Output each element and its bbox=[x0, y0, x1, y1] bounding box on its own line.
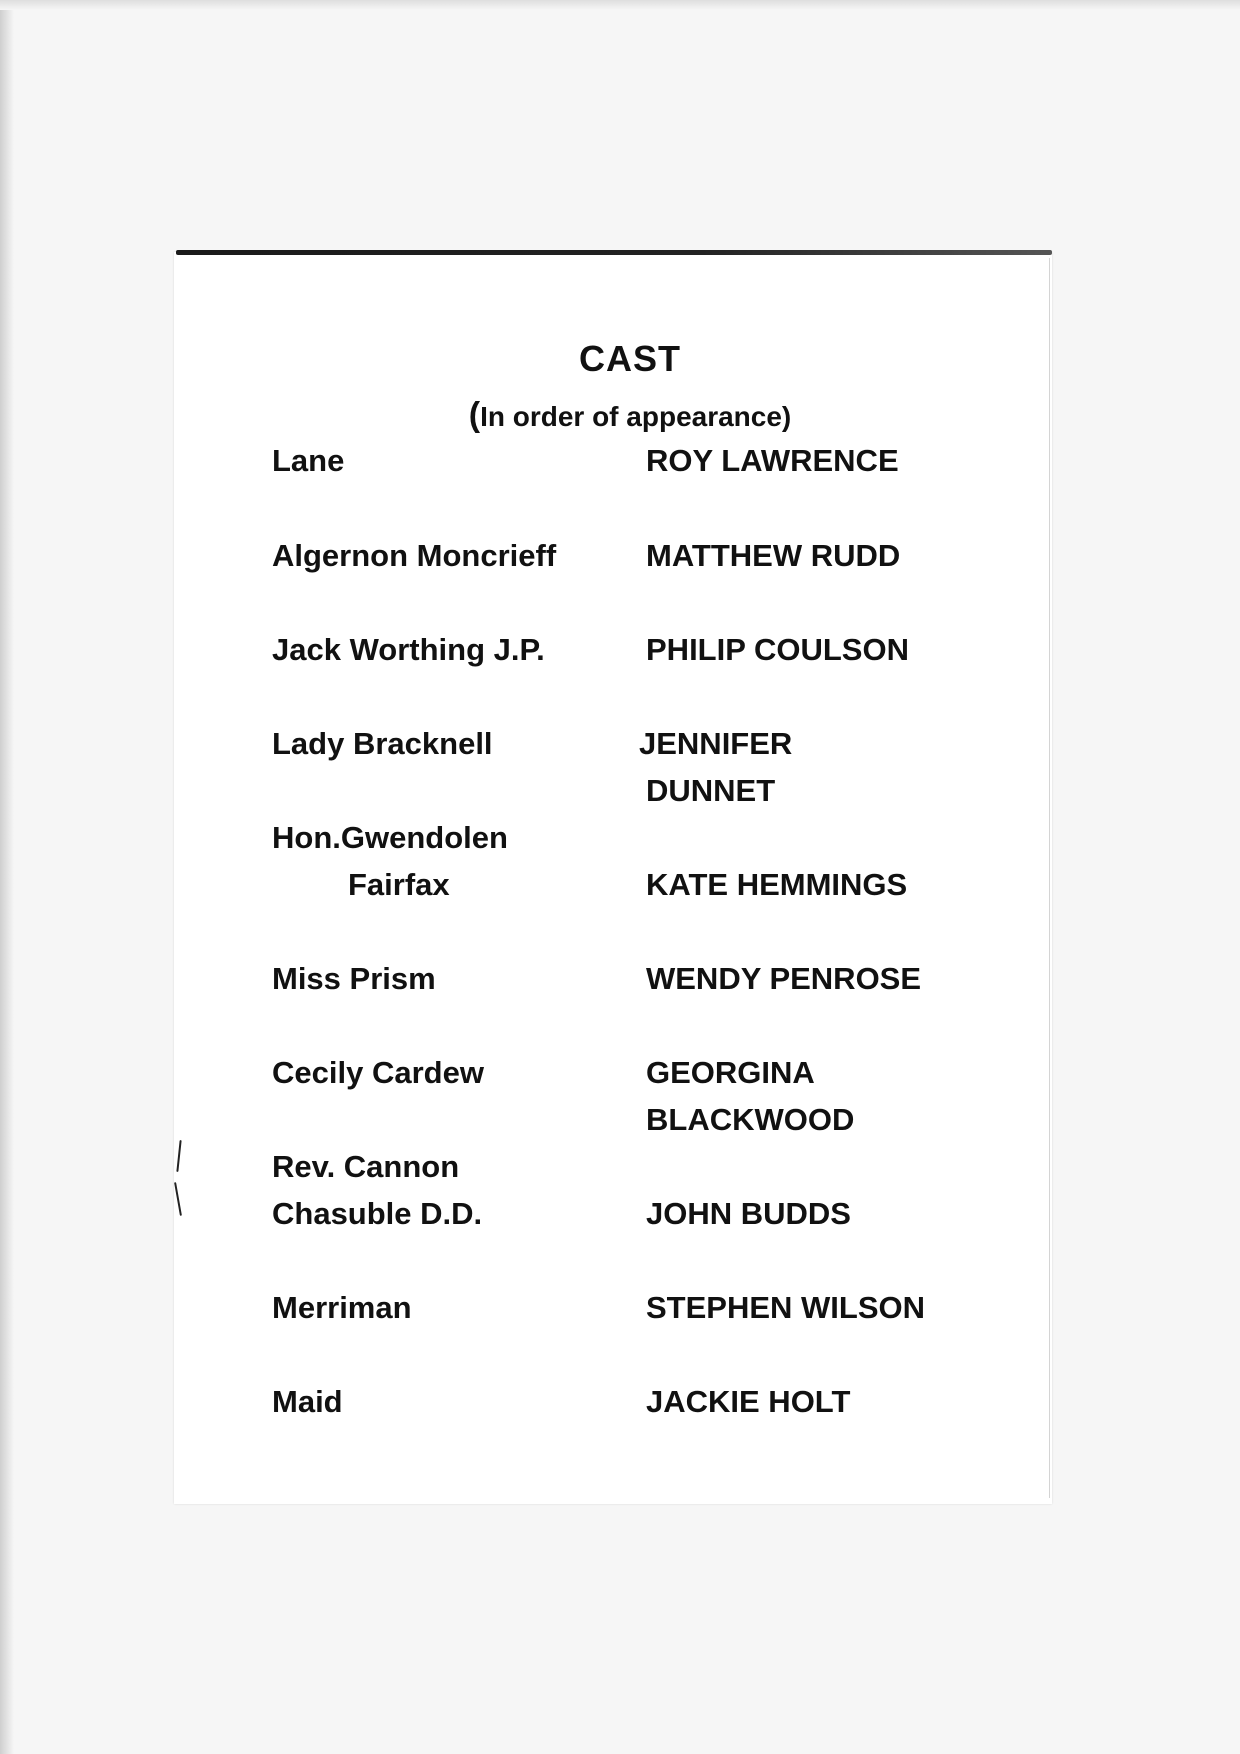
actor-line: JENNIFER bbox=[639, 726, 793, 761]
role-line: Lady Bracknell bbox=[272, 726, 493, 761]
role-line: Rev. Cannon bbox=[272, 1149, 460, 1184]
actor-line: DUNNET bbox=[646, 773, 776, 808]
role-line: Lane bbox=[272, 443, 345, 478]
cast-role bbox=[272, 1143, 482, 1237]
actor-line: GEORGINA bbox=[646, 1055, 815, 1090]
cast-role bbox=[272, 720, 493, 767]
page-right-edge bbox=[1049, 258, 1050, 1498]
cast-actor bbox=[646, 955, 921, 1002]
role-line: Merriman bbox=[272, 1290, 412, 1325]
page-title: CAST bbox=[579, 338, 681, 379]
cast-actor bbox=[646, 532, 900, 579]
cast-role bbox=[272, 532, 556, 579]
cast-actor bbox=[639, 720, 792, 814]
cast-role bbox=[272, 814, 508, 908]
cast-actor bbox=[646, 1284, 925, 1331]
role-line: Miss Prism bbox=[272, 961, 436, 996]
actor-line: STEPHEN WILSON bbox=[646, 1290, 926, 1325]
scan-left-shadow bbox=[0, 0, 14, 1754]
actor-line: ROY LAWRENCE bbox=[646, 443, 899, 478]
page-subtitle bbox=[0, 396, 1240, 435]
cast-actor bbox=[646, 861, 907, 908]
subtitle-open-paren: ( bbox=[468, 396, 481, 434]
cast-actor bbox=[646, 1190, 851, 1237]
actor-line: KATE HEMMINGS bbox=[646, 867, 908, 902]
cast-role bbox=[272, 1049, 484, 1096]
page-top-rule bbox=[176, 250, 1052, 255]
cast-actor bbox=[646, 1378, 850, 1425]
scan-top-shadow bbox=[0, 0, 1240, 10]
role-line: Algernon Moncrieff bbox=[272, 538, 557, 573]
cast-actor bbox=[646, 437, 899, 484]
actor-line: PHILIP COULSON bbox=[646, 632, 909, 667]
actor-line: BLACKWOOD bbox=[646, 1102, 855, 1137]
cast-role bbox=[272, 955, 436, 1002]
role-line: Cecily Cardew bbox=[272, 1055, 484, 1090]
cast-role bbox=[272, 437, 344, 484]
cast-actor bbox=[646, 1049, 854, 1143]
role-line: Maid bbox=[272, 1384, 343, 1419]
role-line: Hon.Gwendolen bbox=[272, 820, 508, 855]
actor-line: JACKIE HOLT bbox=[646, 1384, 851, 1419]
subtitle-text: In order of appearance) bbox=[480, 401, 792, 432]
role-line: Jack Worthing J.P. bbox=[272, 632, 545, 667]
actor-line: JOHN BUDDS bbox=[646, 1196, 851, 1231]
cast-role bbox=[272, 626, 545, 673]
actor-line: MATTHEW RUDD bbox=[646, 538, 901, 573]
cast-actor bbox=[646, 626, 909, 673]
role-line: Fairfax bbox=[348, 867, 450, 902]
actor-line: WENDY PENROSE bbox=[646, 961, 922, 996]
cast-role bbox=[272, 1378, 343, 1425]
cast-role bbox=[272, 1284, 412, 1331]
role-line: Chasuble D.D. bbox=[272, 1196, 483, 1231]
